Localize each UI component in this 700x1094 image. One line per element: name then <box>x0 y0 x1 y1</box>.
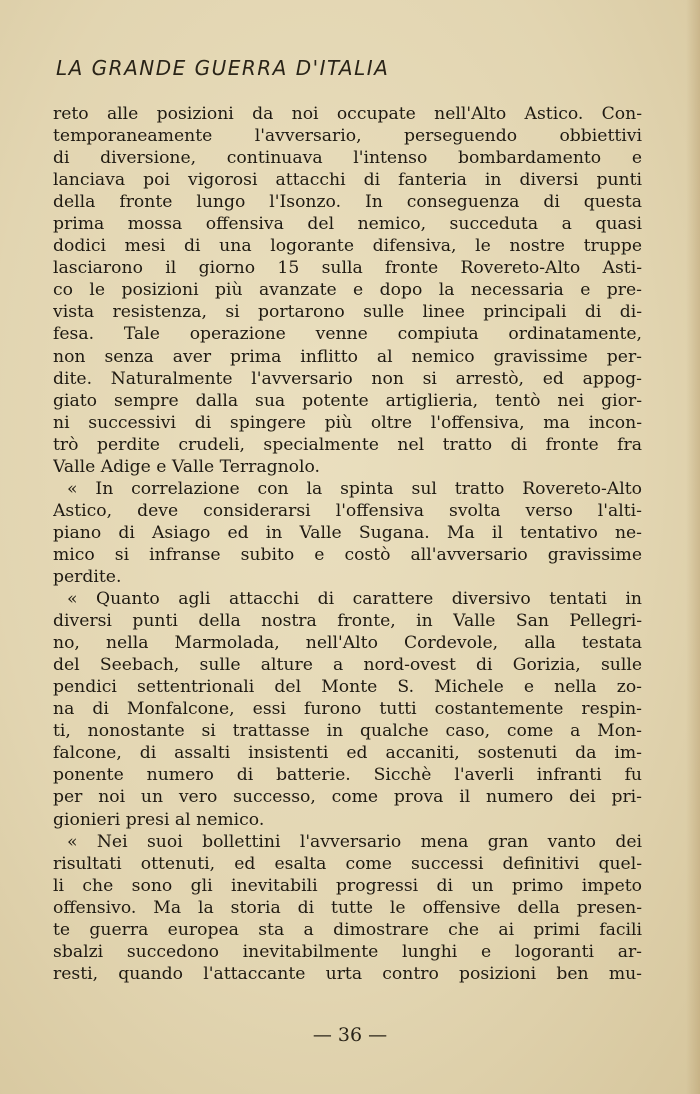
text-line: prima mossa offensiva del nemico, succeduta a quasi <box>53 214 642 235</box>
text-line: falcone, di assalti insistenti ed accaniti, sostenuti da im- <box>53 743 642 764</box>
text-line: di diversione, continuava l'intenso bombardamento e <box>53 148 642 169</box>
text-line: pendici settentrionali del Monte S. Michele e nella zo- <box>53 677 642 698</box>
text-line: temporaneamente l'avversario, perseguendo obbiettivi <box>53 126 642 147</box>
text-line: « In correlazione con la spinta sul tratto Rovereto-Alto <box>67 478 642 499</box>
text-line: te guerra europea sta a dimostrare che ai primi facili <box>53 919 642 940</box>
text-line: trò perdite crudeli, specialmente nel tratto di fronte fra <box>53 434 642 455</box>
running-head: LA GRANDE GUERRA D'ITALIA <box>56 56 390 80</box>
text-line: sbalzi succedono inevitabilmente lunghi e logoranti ar- <box>53 941 642 962</box>
text-line: diversi punti della nostra fronte, in Valle San Pellegri- <box>53 611 642 632</box>
text-line: non senza aver prima inflitto al nemico gravissime per- <box>53 346 642 367</box>
text-line: risultati ottenuti, ed esalta come successi definitivi quel- <box>53 853 642 874</box>
text-line: Astico, deve considerarsi l'offensiva svolta verso l'alti- <box>53 500 642 521</box>
text-line: lanciava poi vigorosi attacchi di fanteria in diversi punti <box>53 170 642 191</box>
text-line: mico si infranse subito e costò all'avversario gravissime <box>53 544 642 565</box>
text-line: per noi un vero successo, come prova il numero dei pri- <box>53 787 642 808</box>
text-line: dite. Naturalmente l'avversario non si arrestò, ed appog- <box>53 368 642 389</box>
text-line: del Seebach, sulle alture a nord-ovest di Gorizia, sulle <box>53 655 642 676</box>
text-line: offensivo. Ma la storia di tutte le offensive della presen- <box>53 897 642 918</box>
text-line: Valle Adige e Valle Terragnolo. <box>53 456 321 477</box>
text-line: li che sono gli inevitabili progressi di un primo impeto <box>53 875 642 896</box>
text-line: « Nei suoi bollettini l'avversario mena gran vanto dei <box>67 831 642 852</box>
text-line: co le posizioni più avanzate e dopo la necessaria e pre- <box>53 280 642 301</box>
body-text <box>53 103 642 985</box>
text-line: na di Monfalcone, essi furono tutti costantemente respin- <box>53 699 642 720</box>
text-line: giato sempre dalla sua potente artiglieria, tentò nei gior- <box>53 390 642 411</box>
text-line: ponente numero di batterie. Sicchè l'averli infranti fu <box>53 765 642 786</box>
text-line: lasciarono il giorno 15 sulla fronte Rovereto-Alto Asti- <box>53 258 642 279</box>
text-line: fesa. Tale operazione venne compiuta ordinatamente, <box>53 324 642 345</box>
text-line: ti, nonostante si trattasse in qualche caso, come a Mon- <box>53 721 642 742</box>
text-line: perdite. <box>53 566 122 587</box>
text-line: ni successivi di spingere più oltre l'offensiva, ma incon- <box>53 412 642 433</box>
text-line: « Quanto agli attacchi di carattere diversivo tentati in <box>67 589 642 610</box>
text-line: vista resistenza, si portarono sulle linee principali di di- <box>53 302 642 323</box>
text-line: reto alle posizioni da noi occupate nell'Alto Astico. Con- <box>53 104 642 124</box>
text-line: gionieri presi al nemico. <box>53 809 265 830</box>
text-line: piano di Asiago ed in Valle Sugana. Ma il tentativo ne- <box>53 522 642 543</box>
text-line: resti, quando l'attaccante urta contro posizioni ben mu- <box>53 963 642 984</box>
text-line: dodici mesi di una logorante difensiva, le nostre truppe <box>53 236 642 257</box>
text-line: della fronte lungo l'Isonzo. In conseguenza di questa <box>53 192 642 213</box>
page-number: — 36 — <box>312 1024 388 1046</box>
text-line: no, nella Marmolada, nell'Alto Cordevole, alla testata <box>53 633 642 654</box>
